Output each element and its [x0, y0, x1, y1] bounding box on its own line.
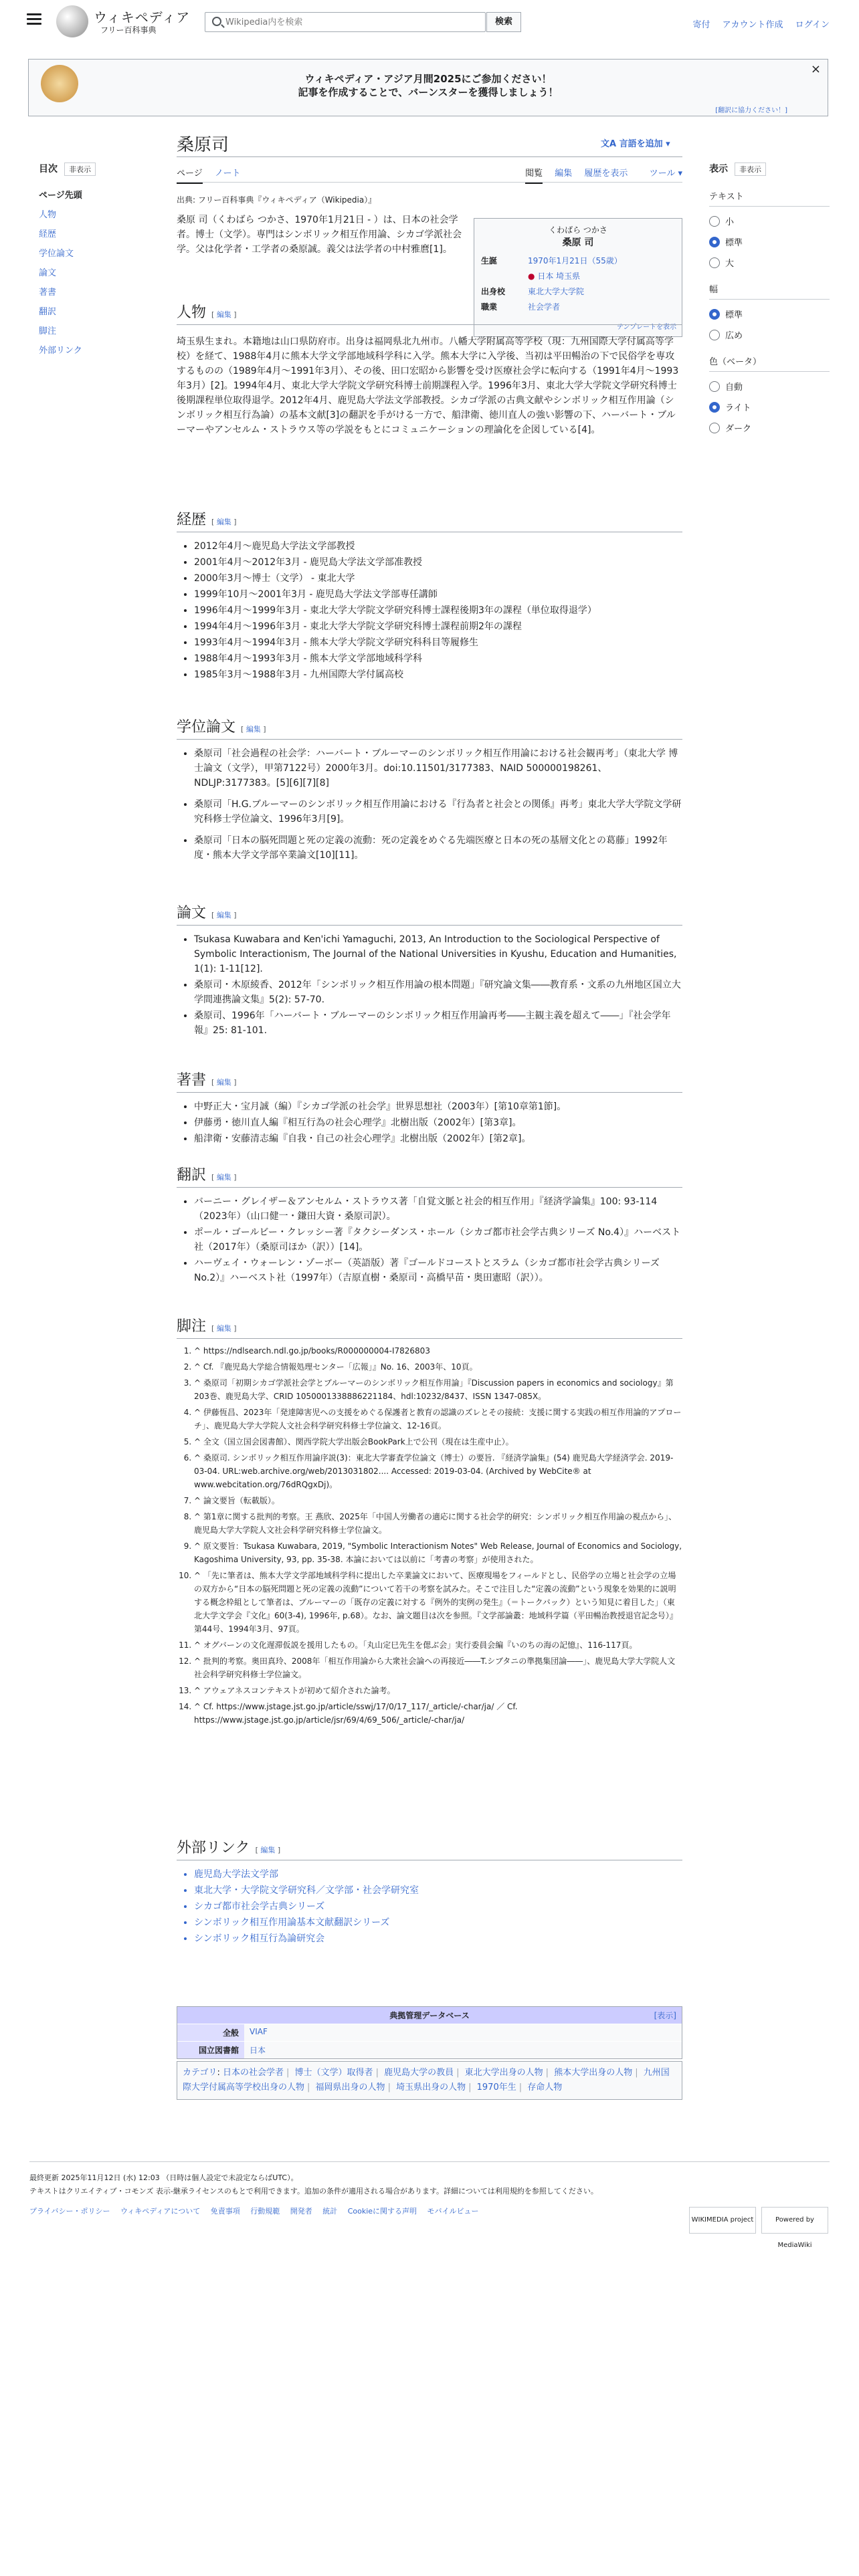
external-link[interactable]: • シンボリック相互作用論基本文献翻訳シリーズ — [194, 1915, 682, 1930]
radio-width-standard[interactable]: 標準 — [709, 308, 830, 320]
title-divider — [177, 156, 682, 157]
external-links-list — [194, 1867, 682, 1947]
infobox-table: 生誕 1970年1月21日（55歳） ● 日本 埼玉県 出身校 東北大学大学院 職業 社会学者 — [481, 256, 622, 312]
external-link[interactable]: • シンボリック相互行為論研究会 — [194, 1931, 682, 1946]
section-heading-thesis: 学位論文 [ 編集 ] — [177, 716, 682, 740]
toc-hide-button[interactable]: 非表示 — [64, 163, 96, 176]
text-size-label: テキスト — [709, 189, 830, 207]
list-item: • 船津衛・安藤清志編『自我・自己の社会心理学』北樹出版（2002年）[第2章]。 — [194, 1132, 682, 1146]
radio-auto[interactable]: 自動 — [709, 380, 830, 393]
authority-key: 全般 — [177, 2024, 244, 2041]
section-heading-links: 外部リンク [ 編集 ] — [177, 1836, 682, 1860]
toc-item[interactable]: 脚注 — [39, 326, 57, 336]
note-item: 5. ^ 全文（国立国会図書館）、関西学院大学出版会BookPark上で公刊（現在は生産中止）。 — [194, 1435, 682, 1448]
tab-talk[interactable]: ノート — [214, 169, 241, 179]
note-item: 1. ^ https://ndlsearch.ndl.go.jp/books/R000000004-I7826803 — [194, 1344, 682, 1358]
category-link[interactable]: 埼玉県出身の人物 — [396, 2082, 466, 2092]
note-item: 7. ^ 論文要旨（転載版）。 — [194, 1494, 682, 1507]
note-item: 2. ^ Cf. 『鹿児島大学総合情報処理センター「広報」』No. 16、2003年、10頁。 — [194, 1360, 682, 1374]
section-heading-translations: 翻訳 [ 編集 ] — [177, 1164, 682, 1188]
external-link[interactable]: • シカゴ都市社会学古典シリーズ — [194, 1899, 682, 1914]
person-paragraph: 埼玉県生まれ。本籍地は山口県防府市。出身は福岡県北九州市。八幡大学附属高等学校（現：九州国際大学付属高等学校）を経て、1988年4月に熊本大学文学部地域科学科に入学。熊本大学に入学後、当初は平田暢治の下で民俗学を専攻するものの（1989年4月〜1991年3月）、その後、田口宏昭から影響を受け医療社会学に転向する（1991年4月〜1993年3月）[2]。1994年4月、東北大学大学院文学研究科博士前期課程入学。1996年3月、東北大学大学院文学研究科博士後期課程単位取得退学。2012年4月、鹿児島大学法文学部教授。シカゴ学派の古典文献やシンボリック相互作用論（シンボリック相互行為論）の基本文献[3]の翻訳を手がける一方で、船津衛、徳川直人の強い影響の下、ハーバート・ブルーマーやアンセルム・ストラウス等の学説をもとにコミュニケーションの理論化を企図している[4]。 — [177, 336, 679, 435]
category-link[interactable]: 博士（文学）取得者 — [294, 2068, 373, 2078]
color-label: 色（ベータ） — [709, 354, 830, 372]
toc-item[interactable]: 経歴 — [39, 229, 57, 239]
search-box — [205, 12, 486, 32]
note-item: 13. ^ アウェアネスコンテキストが初めて紹介された論考。 — [194, 1684, 682, 1697]
toc-item[interactable]: 論文 — [39, 268, 57, 278]
intro-paragraph: 桑原 司（くわばら つかさ、1970年1月21日 - ）は、日本の社会学者。博士（文学）。専門はシンボリック相互作用論、シカゴ学派社会学。父は化学者・工学者の桑原誠。義父は法学者の中村雅麿[1]。 — [177, 215, 462, 255]
last-updated: 最終更新 2025年11月12日 (水) 12:03 （日時は個人設定で未設定ならばUTC）。 — [29, 2173, 298, 2182]
wikipedia-logo-icon[interactable] — [56, 5, 88, 37]
list-item: • 1994年4月〜1996年3月 - 東北大学大学院文学研究科博士課程前期2年の課程 — [194, 619, 682, 634]
footer-link[interactable]: プライバシー・ポリシー — [29, 2207, 110, 2216]
list-item: • ポール・ゴールビー・クレッシー著『タクシーダンス・ホール（シカゴ都市社会学古典シリーズ No.4）』ハーベスト社（2017年）（桑原司ほか（訳））[14]。 — [194, 1225, 682, 1255]
radio-width-wide[interactable]: 広め — [709, 328, 830, 341]
note-item: 12. ^ 批判的考察。奥田真玲、2008年「相互作用論から大衆社会論への再接近――T.シブタニの準拠集団論――」、鹿児島大学大学院人文社会科学研究科修士学位論文。 — [194, 1654, 682, 1681]
toc-item[interactable]: 外部リンク — [39, 346, 82, 356]
list-item: • 桑原司「日本の脳死問題と死の定義の流動：死の定義をめぐる先端医療と日本の死の基層文化との葛藤」1992年度・熊本大学文学部卒業論文[10][11]。 — [194, 833, 682, 863]
list-item: • 2000年3月〜博士（文学） - 東北大学 — [194, 571, 682, 586]
radio-small[interactable]: 小 — [709, 215, 830, 227]
note-item: 8. ^ 第1章に関する批判的考察。王 燕欣、2025年「中国人労働者の適応に関する社会学的研究：シンボリック相互作用論の視点から」、鹿児島大学大学院人文社会科学研究科修士学位論文。 — [194, 1510, 682, 1537]
categories-label[interactable]: カテゴリ — [183, 2068, 217, 2078]
category-link[interactable]: 鹿児島大学の教員 — [384, 2068, 454, 2078]
edit-link[interactable]: 編集 — [216, 518, 231, 526]
external-link[interactable]: • 東北大学・大学院文学研究科／文学部・社会学研究室 — [194, 1883, 682, 1898]
categories-box: カテゴリ: 日本の社会学者 | 博士（文学）取得者 | 鹿児島大学の教員 | 東北大学出身の人物 | 熊本大学出身の人物 | 九州国際大学付属高等学校出身の人物 | 福岡県出身の人物 | 埼玉県出身の人物 | 1970年生 | 存命人物 — [177, 2061, 682, 2100]
category-link[interactable]: 福岡県出身の人物 — [315, 2082, 385, 2092]
edit-link[interactable]: 編集 — [216, 1078, 231, 1087]
tab-tools[interactable]: ツール ▾ — [649, 169, 682, 179]
note-item: 6. ^ 桑原司. シンボリック相互作用論序説(3)：東北大学審査学位論文（博士）の要旨. 『経済学論集』(54) 鹿児島大学経済学会. 2019-03-04. URL:web.archive.org/web/2013031802.... Accessed: 2019-03-04. (Archived by WebCite® at www.webcitation.org/76dRQgxDj)。 — [194, 1451, 682, 1491]
papers-list — [194, 932, 682, 1039]
radio-large[interactable]: 大 — [709, 256, 830, 269]
list-item: • 桑原司、1996年「ハーバート・ブルーマーのシンボリック相互作用論再考――主観主義を超えて――」『社会学年報』25: 81-101. — [194, 1008, 682, 1038]
list-item: • 1985年3月〜1988年3月 - 九州国際大学付属高校 — [194, 667, 682, 682]
thesis-list — [194, 746, 682, 864]
edit-link[interactable]: 編集 — [216, 1324, 231, 1333]
category-link[interactable]: 1970年生 — [476, 2082, 516, 2092]
close-icon[interactable]: × — [810, 62, 821, 76]
list-item: • 2012年4月〜鹿児島大学法文学部教授 — [194, 539, 682, 554]
page-tabs — [177, 166, 682, 181]
radio-light[interactable]: ライト — [709, 401, 830, 413]
footer-link[interactable]: 免責事項 — [210, 2207, 240, 2216]
toc-item[interactable]: 翻訳 — [39, 307, 57, 317]
campaign-banner — [28, 59, 828, 116]
note-item: 14. ^ Cf. https://www.jstage.jst.go.jp/article/sswj/17/0/17_117/_article/-char/ja/ ／ Cf. https://www.jstage.jst.go.jp/article/jsr/69/4/69_506/_article/-char/ja/ — [194, 1700, 682, 1727]
radio-standard[interactable]: 標準 — [709, 235, 830, 248]
infobox-name: 桑原 司 — [562, 237, 594, 248]
category-link[interactable]: 東北大学出身の人物 — [464, 2068, 543, 2078]
books-list — [194, 1099, 682, 1148]
section-heading-books: 著書 [ 編集 ] — [177, 1069, 682, 1093]
radio-dark[interactable]: ダーク — [709, 421, 830, 434]
license-text: テキストはクリエイティブ・コモンズ 表示-継承ライセンスのもとで利用できます。追加の条件が適用される場合があります。詳細については利用規約を参照してください。 — [29, 2187, 598, 2195]
search-input[interactable] — [225, 14, 480, 30]
banner-line1[interactable]: ウィキペディア・アジア月間2025にご参加ください！ — [304, 73, 552, 85]
section-heading-person: 人物 [ 編集 ] — [177, 301, 682, 325]
footer-link[interactable]: モバイルビュー — [427, 2207, 479, 2216]
note-item: 11. ^ オグバーンの文化遅滞仮説を援用したもの。「丸山定巳先生を偲ぶ会」実行委員会編『いのちの海の記憶』、116-117頁。 — [194, 1638, 682, 1652]
list-item: • 2001年4月〜2012年3月 - 鹿児島大学法文学部准教授 — [194, 555, 682, 570]
note-item: 9. ^ 原文要旨：Tsukasa Kuwabara, 2019, "Symbolic Interactionism Notes" Web Release, Journal of Economics and Sociology, Kagoshima University, 93, pp. 35-38. 本論においては以前に「考書の考察」が使用された。 — [194, 1539, 682, 1566]
footer-link[interactable]: 統計 — [322, 2207, 338, 2216]
note-item: 10. ^ 「先に筆者は、熊本大学文学部地域科学科に提出した卒業論文において、医療現場をフィールドとし、民俗学の立場と社会学の立場の双方から“日本の脳死問題と死の定義の流動”について若干の考察を試みた。そこで注目した“定義の流動”という現象を効果的に説明する概念枠組として筆者は、ブルーマーの「既存の定義に対する『例外的実例の発生』（＝トークバック）という知見に着目した」（東北大学文学会『文化』60(3-4), 1996年, p.68）。なお、論文題目は次を参照。『文学部論叢：地域科学篇（平田暢治教授退官記念号）』第44号、1994年3月、97頁。 — [194, 1569, 682, 1636]
notes-list — [194, 1344, 682, 1729]
note-item: 4. ^ 伊藤恆昌、2023年「発達障害児への支援をめぐる保護者と教育の認識のズレとその接続：支援に関する実践の相互作用論的アプローチ」、鹿児島大学大学院人文社会科学研究科修士学位論文、12-16頁。 — [194, 1406, 682, 1432]
width-label: 幅 — [709, 282, 830, 300]
edit-link[interactable]: 編集 — [260, 1846, 276, 1854]
site-header — [0, 0, 859, 43]
translations-list — [194, 1194, 682, 1287]
tab-edit[interactable]: 編集 — [555, 169, 573, 179]
category-link[interactable]: 九州国際大学付属高等学校出身の人物 — [183, 2068, 670, 2092]
authority-key: 国立図書館 — [177, 2042, 244, 2058]
category-link[interactable]: 熊本大学出身の人物 — [554, 2068, 633, 2078]
tab-read[interactable]: 閲覧 — [525, 169, 543, 184]
toc-item[interactable]: 学位論文 — [39, 249, 74, 259]
create-account-link[interactable]: アカウント作成 — [722, 20, 783, 30]
authority-value[interactable]: 日本 — [244, 2042, 682, 2058]
list-item: • 1999年10月〜2001年3月 - 鹿児島大学法文学部専任講師 — [194, 587, 682, 602]
search-icon — [212, 17, 221, 26]
note-item: 3. ^ 桑原司「初期シカゴ学派社会学とブルーマーのシンボリック相互作用論」『Discussion papers in economics and sociology』第203巻、鹿児島大学、CRID 1050001338886221184、hdl:10232/8437、ISSN 1347-085X。 — [194, 1376, 682, 1403]
source-line: 出典: フリー百科事典『ウィキペディア（Wikipedia）』 — [177, 195, 377, 205]
page-title: 桑原司 — [177, 135, 229, 155]
language-button[interactable]: 文A 言語を追加 ▾ — [601, 139, 670, 149]
toc-item[interactable]: 著書 — [39, 288, 57, 298]
footer-link[interactable]: 開発者 — [290, 2207, 312, 2216]
template-link[interactable]: テンプレートを表示 — [616, 324, 676, 331]
footer-link[interactable]: Cookieに関する声明 — [347, 2207, 417, 2216]
authority-control — [177, 2006, 682, 2059]
list-item: • 桑原司「社会過程の社会学：ハーバート・ブルーマーのシンボリック相互作用論における社会観再考」（東北大学 博士論文（文学），甲第7122号）2000年3月。doi:10.11501/3177383、NAID 500000198261、NDLJP:3177383。[5][6][7][8] — [194, 746, 682, 790]
list-item: • 桑原司「H.G.ブルーマーのシンボリック相互作用論における『行為者と社会との関係』再考」東北大学大学院文学研究科修士学位論文、1996年3月[9]。 — [194, 797, 682, 827]
edit-link[interactable]: 編集 — [246, 725, 261, 734]
site-tagline: フリー百科事典 — [100, 25, 157, 35]
toc-top[interactable]: ページ先頭 — [39, 191, 82, 201]
external-link[interactable]: • 鹿児島大学法文学部 — [194, 1867, 682, 1882]
tab-page[interactable]: ページ — [177, 169, 203, 184]
authority-value[interactable]: VIAF — [244, 2024, 682, 2041]
search-button[interactable]: 検索 — [486, 12, 521, 32]
toc-item[interactable]: 人物 — [39, 210, 57, 220]
section-heading-notes: 脚注 [ 編集 ] — [177, 1315, 682, 1339]
appearance-title: 表示 非表示 — [709, 162, 830, 176]
footer-link[interactable]: ウィキペディアについて — [120, 2207, 201, 2216]
career-list — [194, 539, 682, 683]
list-item: • Tsukasa Kuwabara and Ken'ichi Yamaguchi, 2013, An Introduction to the Sociological Perspective of Symbolic Interactionism, The Journal of the National Universities in Kyushu, Education and Humanities, 1(1): 1-11[12]. — [194, 932, 682, 976]
edit-link[interactable]: 編集 — [216, 1173, 231, 1182]
edit-link[interactable]: 編集 — [216, 911, 231, 920]
category-link[interactable]: 存命人物 — [527, 2082, 563, 2092]
banner-help-link[interactable]: [翻訳に協力ください！] — [715, 107, 787, 114]
site-name[interactable]: ウィキペディア — [94, 9, 191, 25]
list-item: • 1996年4月〜1999年3月 - 東北大学大学院文学研究科博士課程後期3年の課程（単位取得退学） — [194, 603, 682, 618]
edit-link[interactable]: 編集 — [216, 310, 231, 319]
appearance-panel — [709, 162, 830, 434]
category-link[interactable]: 日本の社会学者 — [223, 2068, 284, 2078]
wikimedia-badge[interactable]: WIKIMEDIA project — [689, 2207, 756, 2234]
donate-link[interactable]: 寄付 — [692, 20, 710, 30]
section-heading-papers: 論文 [ 編集 ] — [177, 901, 682, 926]
list-item: • 中野正大・宝月誠（編）『シカゴ学派の社会学』世界思想社（2003年）[第10章第1節]。 — [194, 1099, 682, 1114]
authority-toggle[interactable]: [表示] — [654, 2011, 676, 2020]
appearance-hide-button[interactable]: 非表示 — [735, 163, 766, 176]
authority-heading: 典拠管理データベース [表示] — [177, 2007, 682, 2024]
toc-title: 目次 非表示 — [39, 162, 139, 176]
login-link[interactable]: ログイン — [795, 20, 830, 30]
mediawiki-badge[interactable]: Powered by MediaWiki — [761, 2207, 828, 2234]
list-item: • 伊藤勇・徳川直人編『相互行為の社会心理学』北樹出版（2002年）[第3章]。 — [194, 1115, 682, 1130]
table-of-contents — [39, 162, 139, 356]
list-item: • 桑原司・木原綾香、2012年「シンボリック相互作用論の根本問題」『研究論文集――教育系・文系の九州地区国立大学間連携論文集』5(2): 57-70. — [194, 978, 682, 1007]
list-item: • 1988年4月〜1993年3月 - 熊本大学文学部地域科学科 — [194, 651, 682, 666]
list-item: • ハーヴェイ・ウォーレン・ゾーボー（英語版）著『ゴールドコーストとスラム（シカゴ都市社会学古典シリーズ No.2）』ハーベスト社（1997年）（吉原直樹・桑原司・高橋早苗・奥田憲昭（訳））。 — [194, 1256, 682, 1285]
header-links — [683, 17, 830, 30]
list-item: • バーニー・グレイザー＆アンセルム・ストラウス著「自覚文脈と社会的相互作用」『経済学論集』100: 93-114（2023年）（山口健一・鎌田大資・桑原司訳）。 — [194, 1194, 682, 1224]
tabs-divider — [177, 182, 682, 183]
list-item: • 1993年4月〜1994年3月 - 熊本大学大学院文学研究科科目等履修生 — [194, 635, 682, 650]
menu-icon[interactable] — [27, 13, 41, 25]
infobox-reading: くわばら つかさ — [549, 225, 607, 235]
footer-link[interactable]: 行動規範 — [250, 2207, 280, 2216]
banner-line2[interactable]: 記事を作成することで、バーンスターを獲得しましょう！ — [298, 86, 559, 98]
section-heading-career: 経歴 [ 編集 ] — [177, 508, 682, 532]
tab-history[interactable]: 履歴を表示 — [584, 169, 628, 179]
